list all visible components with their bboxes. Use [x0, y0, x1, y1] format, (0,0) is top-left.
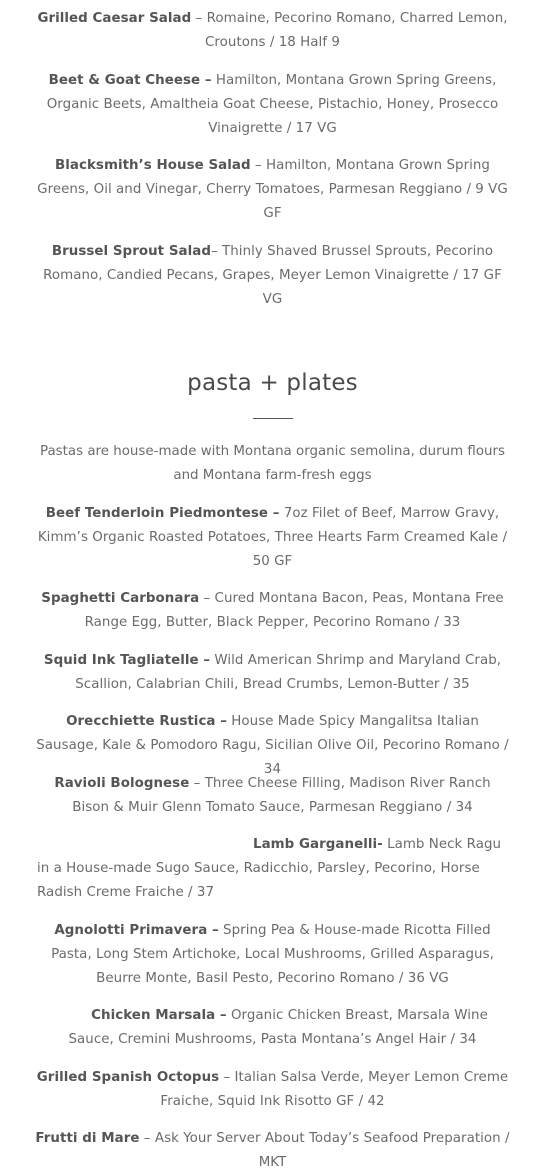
- menu-item-name: Chicken Marsala –: [91, 1008, 227, 1023]
- menu-item-orecchiette-rustica: [34, 710, 511, 781]
- menu-item-desc: – Three Cheese Filling, Madison River Ranch Bison & Muir Glenn Tomato Sauce, Parmesan Reggiano / 34: [72, 776, 491, 815]
- menu-item-desc: Spring Pea & House-made Ricotta Filled Pasta, Long Stem Artichoke, Local Mushrooms, Grilled Asparagus, Beurre Monte, Basil Pesto, Pecorino Romano / 36 VG: [51, 923, 494, 986]
- menu-item-beef-tenderloin: [34, 502, 511, 573]
- menu-item-desc: – Hamilton, Montana Grown Spring Greens, Oil and Vinegar, Cherry Tomatoes, Parmesan Reggiano / 9 VG GF: [37, 158, 508, 221]
- menu-item-agnolotti-primavera: [34, 919, 511, 990]
- menu-item-desc: – Thinly Shaved Brussel Sprouts, Pecorino Romano, Candied Pecans, Grapes, Meyer Lemon Vinaigrette / 17 GF VG: [43, 244, 502, 307]
- menu-item-frutti-di-mare: [34, 1127, 511, 1175]
- menu-item-grilled-caesar: [34, 7, 511, 55]
- menu-item-desc: Hamilton, Montana Grown Spring Greens, Organic Beets, Amaltheia Goat Cheese, Pistachio, Honey, Prosecco Vinaigrette / 17 VG: [46, 73, 499, 136]
- menu-item-grilled-octopus: [34, 1066, 511, 1114]
- menu-item-name: Agnolotti Primavera –: [54, 923, 219, 938]
- menu-item-name: Lamb Garganelli-: [253, 837, 383, 852]
- menu-item-desc: – Romaine, Pecorino Romano, Charred Lemon, Croutons / 18 Half 9: [191, 11, 508, 50]
- section-title: pasta + plates: [187, 370, 358, 396]
- menu-item-spaghetti-carbonara: [34, 587, 511, 635]
- menu-item-name: Beef Tenderloin Piedmontese –: [45, 506, 280, 521]
- menu-item-desc: – Italian Salsa Verde, Meyer Lemon Creme Fraiche, Squid Ink Risotto GF / 42: [160, 1070, 509, 1109]
- menu-item-beet-goat-cheese: [34, 69, 511, 140]
- section-intro: Pastas are house-made with Montana organic semolina, durum flours and Montana farm-fresh eggs: [40, 444, 505, 483]
- menu-item-desc: – Cured Montana Bacon, Peas, Montana Free Range Egg, Butter, Black Pepper, Pecorino Romano / 33: [84, 591, 504, 630]
- menu-item-desc: Organic Chicken Breast, Marsala Wine Sauce, Cremini Mushrooms, Pasta Montana’s Angel Hair / 34: [68, 1008, 488, 1047]
- menu-item-name: Orecchiette Rustica –: [66, 714, 227, 729]
- menu-item-name: Spaghetti Carbonara: [41, 591, 200, 606]
- menu-item-name: Grilled Caesar Salad: [37, 11, 192, 26]
- menu-item-desc: Lamb Neck Ragu in a House-made Sugo Sauce, Radicchio, Parsley, Pecorino, Horse Radish Creme Fraiche / 37: [37, 837, 502, 900]
- menu-item-desc: – Ask Your Server About Today’s Seafood Preparation / MKT: [139, 1131, 510, 1170]
- menu-item-desc: Wild American Shrimp and Maryland Crab, Scallion, Calabrian Chili, Bread Crumbs, Lemon-Butter / 35: [75, 653, 502, 692]
- menu-item-name: Blacksmith’s House Salad: [55, 158, 251, 173]
- menu-item-name: Frutti di Mare: [35, 1131, 140, 1146]
- section-divider: [253, 418, 293, 419]
- menu-item-desc: House Made Spicy Mangalitsa Italian Sausage, Kale & Pomodoro Ragu, Sicilian Olive Oil, Pecorino Romano / 34: [36, 714, 509, 777]
- menu-item-squid-ink-tagliatelle: [34, 649, 511, 697]
- menu-item-desc: 7oz Filet of Beef, Marrow Gravy, Kimm’s Organic Roasted Potatoes, Three Hearts Farm Creamed Kale / 50 GF: [37, 506, 508, 569]
- menu-item-ravioli-bolognese: [34, 772, 511, 820]
- menu-item-house-salad: [34, 154, 511, 225]
- menu-item-name: Brussel Sprout Salad: [51, 244, 211, 259]
- menu-item-chicken-marsala: [34, 1004, 511, 1052]
- menu-item-brussel-sprout: [34, 240, 511, 311]
- menu-item-name: Grilled Spanish Octopus: [36, 1070, 220, 1085]
- menu-item-lamb-garganelli: [37, 833, 511, 904]
- menu-item-name: Ravioli Bolognese: [54, 776, 190, 791]
- menu-item-name: Squid Ink Tagliatelle –: [43, 653, 211, 668]
- menu-item-name: Beet & Goat Cheese –: [48, 73, 212, 88]
